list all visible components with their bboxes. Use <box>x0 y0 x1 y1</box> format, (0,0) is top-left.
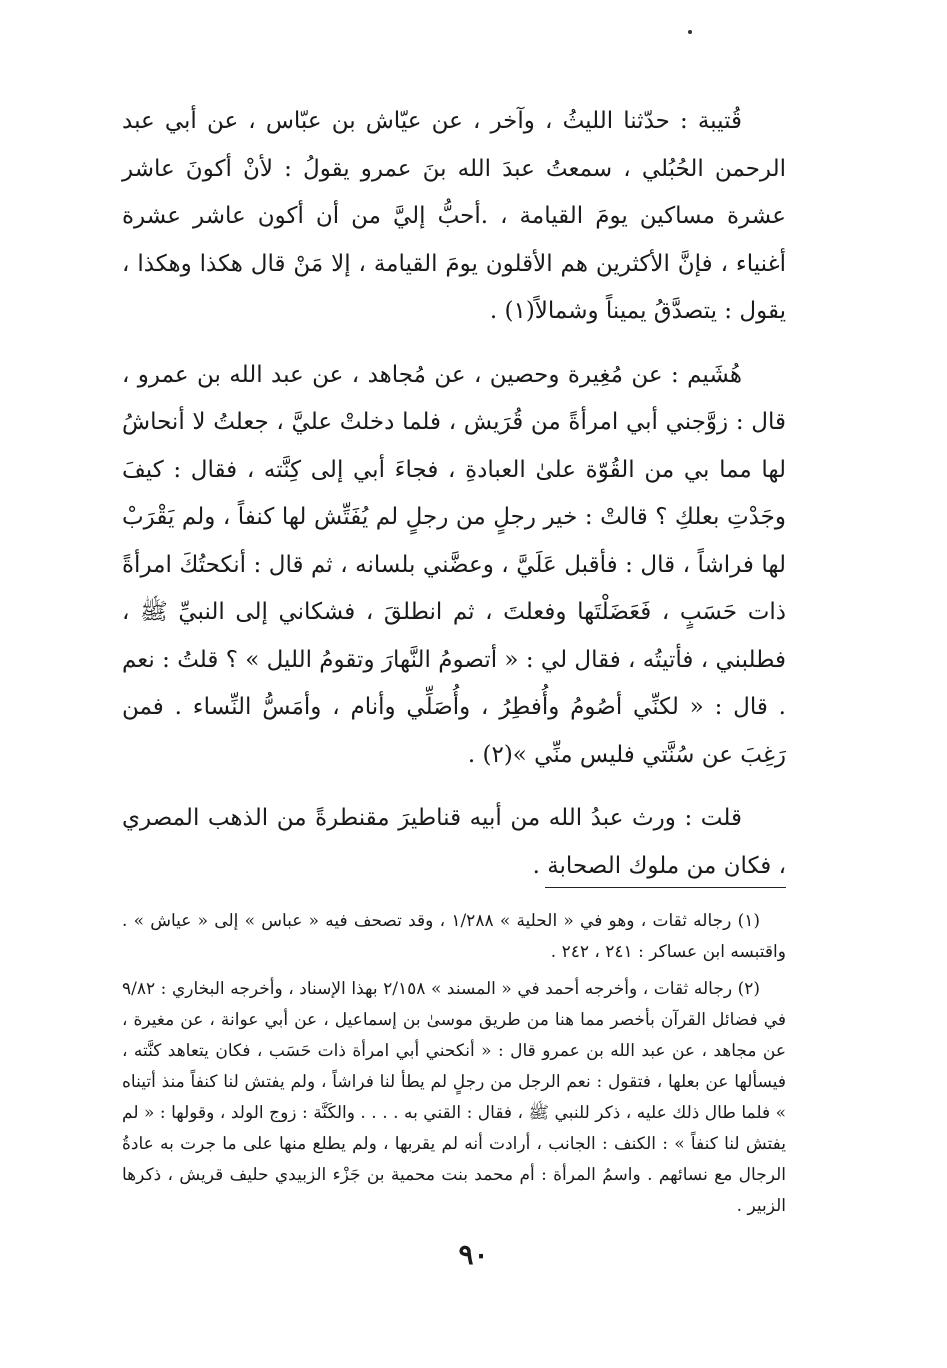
footnote-2: (٢) رجاله ثقات ، وأخرجه أحمد في « المسند » ٢/١٥٨ بهذا الإسناد ، وأخرجه البخاري : ٩/٨٢ في فضائل القرآن بأخصر مما هنا من طريق موسىٰ بن إسماعيل ، عن أبي عوانة ، عن مغيرة ، عن مجاهد ، عن عبد الله بن عمرو قال : « أنكحني أبي امرأة ذات حَسَب ، فكان يتعاهد كنَّته ، فيسألها عن بعلها ، فتقول : نعم الرجل من رجلٍ لم يطأ لنا فراشاً ، ولم يفتش لنا كنفاً منذ أتيناه » فلما طال ذلك عليه ، ذكر للنبي ﷺ ، فقال : القني به . . . . والكَنَّة : زوج الولد ، وقولها : « لم يفتش لنا كنفاً » : الكنف : الجانب ، أرادت أنه لم يقربها ، ولم يطلع منها على ما جرت به عادةُ الرجال مع نسائهم . واسمُ المرأة : أم محمد بنت محمية بن جَزْء الزبيدي حليف قريش ، ذكرها الزبير . <box>122 979 786 1216</box>
paragraph-qutayba: قُتيبة : حدّثنا الليثُ ، وآخر ، عن عيّاش بن عبّاس ، عن أبي عبد الرحمن الحُبُلي ، سمعتُ عبدَ الله بنَ عمرو يقولُ : لأنْ أكونَ عاشر عشرة مساكين يومَ القيامة ، .أحبُّ إليَّ من أن أكون عاشر عشرة أغنياء ، فإنَّ الأكثرين هم الأقلون يومَ القيامة ، إلا مَنْ قال هكذا وهكذا ، يقول : يتصدَّقُ يميناً وشمالاً(١) . <box>122 108 787 324</box>
footnote-1: (١) رجاله ثقات ، وهو في « الحلية » ١/٢٨٨ ، وقد تصحف فيه « عباس » إلى « عياش » . واقتبسه ابن عساكر : ٢٤١ ، ٢٤٢ . <box>122 911 786 962</box>
footnotes <box>122 906 786 1228</box>
main-text <box>122 98 786 906</box>
footnote-separator <box>545 887 786 888</box>
page-number: ٩٠ <box>458 1238 489 1271</box>
paragraph-hushaym: هُشَيم : عن مُغِيرة وحصين ، عن مُجاهد ، عن عبد الله بن عمرو ، قال : زوَّجني أبي امرأةً من قُرَيش ، فلما دخلتْ عليَّ ، جعلتُ لا أنحاشُ لها مما بي من القُوّة علىٰ العبادةِ ، فجاءَ أبي إلى كِنَّته ، فقال : كيفَ وجَدْتِ بعلكِ ؟ قالتْ : خير رجلٍ من رجلٍ لم يُفَتِّش لها كنفاً ، ولم يَقْرَبْ لها فراشاً ، قال : فأقبل عَلَيَّ ، وعضَّني بلسانه ، ثم قال : أنكحتُكَ امرأةً ذات حَسَبٍ ، فَعَضَلْتَها وفعلتَ ، ثم انطلقَ ، فشكاني إلى النبيِّ ﷺ ، فطلبني ، فأتيتُه ، فقال لي : « أتصومُ النَّهارَ وتقومُ الليل » ؟ قلتُ : نعم . قال : « لكنِّي أصُومُ وأُفطِرُ ، وأُصَلِّي وأنام ، وأمَسُّ النِّساء . فمن رَغِبَ عن سُنَّتي فليس منِّي »(٢) . <box>122 361 786 768</box>
paragraph-author-note: قلت : ورث عبدُ الله من أبيه قناطيرَ مقنطرةً من الذهب المصري ، فكان من ملوك الصحابة . <box>122 805 786 879</box>
margin-dot <box>688 30 692 34</box>
